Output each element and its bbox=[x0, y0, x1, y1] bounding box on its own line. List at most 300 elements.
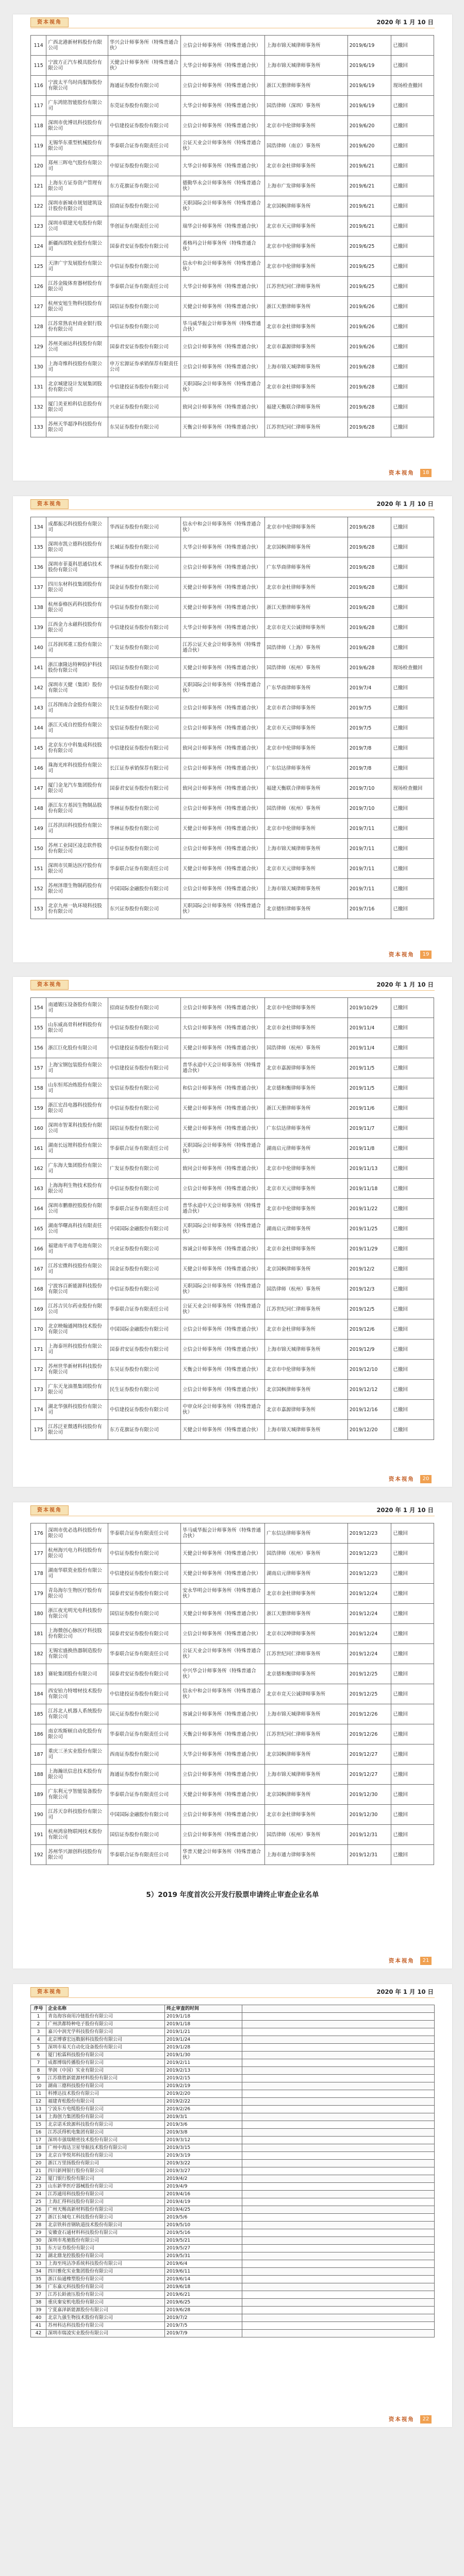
termination-date-cell: 2019/3/12 bbox=[165, 2137, 242, 2144]
company-name-cell: 浙江东方基因生物制品股份有限公司 bbox=[46, 799, 108, 819]
date-cell: 2019/6/26 bbox=[347, 317, 391, 337]
accounting-firm-cell: 天职国际会计师事务所（特殊普通合伙） bbox=[181, 678, 265, 698]
row-index-cell: 132 bbox=[31, 397, 46, 417]
termination-date-cell: 2019/2/13 bbox=[165, 2067, 242, 2075]
date-cell: 2019/10/29 bbox=[347, 998, 391, 1018]
accounting-firm-cell: 天职国际会计师事务所（特殊普通合伙） bbox=[181, 1139, 265, 1159]
company-name-cell: 湖南华联瓷业股份有限公司 bbox=[46, 1564, 108, 1584]
page-header bbox=[30, 496, 435, 510]
table-row bbox=[31, 1219, 434, 1239]
status-cell: 已撤回 bbox=[391, 738, 434, 758]
sponsor-cell: 华创证券有限责任公司 bbox=[108, 216, 180, 236]
row-index-cell: 171 bbox=[31, 1340, 46, 1360]
company-name-cell: 东方证券股份有限公司 bbox=[46, 2245, 165, 2252]
row-index-cell: 137 bbox=[31, 578, 46, 598]
row-index-cell: 117 bbox=[31, 96, 46, 116]
law-firm-cell: 北京市中伦律师事务所 bbox=[264, 1199, 347, 1219]
row-index-cell: 114 bbox=[31, 36, 46, 56]
company-name-cell: 苏州华兴源创科技股份有限公司 bbox=[46, 1845, 108, 1865]
table-row bbox=[31, 1098, 434, 1118]
accounting-firm-cell: 普华永道中天会计师事务所（特殊普通合伙） bbox=[181, 1199, 265, 1219]
status-cell: 已撤回 bbox=[391, 1544, 434, 1564]
row-index-cell: 144 bbox=[31, 718, 46, 738]
company-name-cell: 苏州天华超净科技股份有限公司 bbox=[46, 417, 108, 437]
row-index-cell: 34 bbox=[31, 2268, 46, 2276]
empty-cell bbox=[242, 2299, 435, 2307]
empty-cell bbox=[242, 2291, 435, 2299]
row-index-cell: 181 bbox=[31, 1624, 46, 1644]
row-index-cell: 30 bbox=[31, 2237, 46, 2245]
law-firm-cell: 北京市金杜律师事务所 bbox=[264, 156, 347, 176]
company-name-cell: 苏州世华新材料科技股份有限公司 bbox=[46, 1360, 108, 1380]
company-name-cell: 郑州三晖电气股份有限公司 bbox=[46, 156, 108, 176]
company-name-cell: 广东嘉元科技股份有限公司 bbox=[46, 2283, 165, 2291]
sponsor-cell: 国泰君安证券股份有限公司 bbox=[108, 1340, 180, 1360]
row-index-cell: 128 bbox=[31, 317, 46, 337]
row-index-cell: 173 bbox=[31, 1380, 46, 1400]
row-index-cell: 127 bbox=[31, 297, 46, 317]
date-cell: 2019/6/21 bbox=[347, 176, 391, 196]
date-cell: 2019/12/25 bbox=[347, 1664, 391, 1684]
status-cell: 已撤回 bbox=[391, 1299, 434, 1319]
status-cell: 已撤回 bbox=[391, 799, 434, 819]
law-firm-cell: 浙江天册律师事务所 bbox=[264, 297, 347, 317]
status-cell: 已撤回 bbox=[391, 698, 434, 718]
header-company: 企业名称 bbox=[46, 2005, 165, 2013]
sponsor-cell: 中原证券股份有限公司 bbox=[108, 156, 180, 176]
law-firm-cell: 北京国枫律师事务所 bbox=[264, 1259, 347, 1279]
sponsor-cell: 东吴证券股份有限公司 bbox=[108, 1360, 180, 1380]
table-row bbox=[31, 1564, 434, 1584]
status-cell: 已撤回 bbox=[391, 718, 434, 738]
accounting-firm-cell: 大华会计师事务所（特殊普通合伙） bbox=[181, 156, 265, 176]
law-firm-cell: 北京市中伦律师事务所 bbox=[264, 116, 347, 136]
accounting-firm-cell: 天健会计师事务所（特殊普通合伙） bbox=[181, 1038, 265, 1058]
row-index-cell: 123 bbox=[31, 216, 46, 236]
company-name-cell: 江苏北人机器人系统股份有限公司 bbox=[46, 1704, 108, 1724]
row-index-cell: 33 bbox=[31, 2260, 46, 2268]
table-row bbox=[31, 1360, 434, 1380]
company-name-cell: 北京映翰通网络技术股份有限公司 bbox=[46, 1319, 108, 1340]
status-cell: 已撤回 bbox=[391, 1058, 434, 1078]
empty-cell bbox=[242, 2021, 435, 2028]
date-cell: 2019/6/19 bbox=[347, 56, 391, 76]
status-cell: 已撤回 bbox=[391, 1340, 434, 1360]
table-row bbox=[31, 36, 434, 56]
termination-date-cell: 2019/4/16 bbox=[165, 2191, 242, 2198]
company-name-cell: 江苏常熟农村商业银行股份有限公司 bbox=[46, 317, 108, 337]
table-row bbox=[31, 2129, 435, 2137]
company-name-cell: 江苏鼎胜新能源材料股份有限公司 bbox=[46, 2075, 165, 2082]
table-row bbox=[31, 1179, 434, 1199]
table-row bbox=[31, 2245, 435, 2252]
company-name-cell: 广东天龙油墨集团股份有限公司 bbox=[46, 1380, 108, 1400]
row-index-cell: 27 bbox=[31, 2214, 46, 2222]
row-index-cell: 7 bbox=[31, 2059, 46, 2067]
empty-cell bbox=[242, 2028, 435, 2036]
law-firm-cell: 北京国枫律师事务所 bbox=[264, 1744, 347, 1765]
company-name-cell: 浙江仙通橡塑股份有限公司 bbox=[46, 2276, 165, 2283]
sponsor-cell: 海通证券股份有限公司 bbox=[108, 76, 180, 96]
law-firm-cell: 北京市金杜律师事务所 bbox=[264, 377, 347, 397]
company-name-cell: 江苏金陵体育器材股份有限公司 bbox=[46, 277, 108, 297]
company-name-cell: 江苏图南合金股份有限公司 bbox=[46, 698, 108, 718]
termination-date-cell: 2019/2/22 bbox=[165, 2098, 242, 2106]
company-name-cell: 西安铂力特增材技术股份有限公司 bbox=[46, 1684, 108, 1704]
table-row bbox=[31, 2013, 435, 2021]
company-name-cell: 上海汇得科技股份有限公司 bbox=[46, 2198, 165, 2206]
row-index-cell: 116 bbox=[31, 76, 46, 96]
termination-date-cell: 2019/5/27 bbox=[165, 2245, 242, 2252]
row-index-cell: 124 bbox=[31, 236, 46, 257]
row-index-cell: 138 bbox=[31, 598, 46, 618]
date-cell: 2019/12/25 bbox=[347, 1684, 391, 1704]
table-row bbox=[31, 2090, 435, 2098]
table-row bbox=[31, 2106, 435, 2113]
accounting-firm-cell: 瑞华会计师事务所（特殊普通合伙） bbox=[181, 216, 265, 236]
row-index-cell: 159 bbox=[31, 1098, 46, 1118]
law-firm-cell: 上海市锦天城律师事务所 bbox=[264, 879, 347, 899]
row-index-cell: 3 bbox=[31, 2028, 46, 2036]
row-index-cell: 182 bbox=[31, 1644, 46, 1664]
document-page bbox=[13, 1984, 452, 2427]
termination-date-cell: 2019/1/18 bbox=[165, 2021, 242, 2028]
status-cell: 已撤回 bbox=[391, 257, 434, 277]
table-row bbox=[31, 1584, 434, 1604]
date-cell: 2019/7/4 bbox=[347, 678, 391, 698]
sponsor-cell: 兴业证券股份有限公司 bbox=[108, 1239, 180, 1259]
accounting-firm-cell: 立信会计师事务所（特殊普通合伙） bbox=[181, 799, 265, 819]
date-cell: 2019/6/28 bbox=[347, 417, 391, 437]
termination-date-cell: 2019/1/21 bbox=[165, 2028, 242, 2036]
sponsor-cell: 安信证券股份有限公司 bbox=[108, 1078, 180, 1098]
empty-cell bbox=[242, 2206, 435, 2214]
table-row bbox=[31, 1420, 434, 1440]
header-index: 序号 bbox=[31, 2005, 46, 2013]
law-firm-cell: 上海市锦天城律师事务所 bbox=[264, 56, 347, 76]
row-index-cell: 1 bbox=[31, 2013, 46, 2021]
table-row bbox=[31, 136, 434, 156]
law-firm-cell: 国浩律师（上海）事务所 bbox=[264, 638, 347, 658]
table-row bbox=[31, 1038, 434, 1058]
page-header bbox=[30, 1502, 435, 1516]
empty-cell bbox=[242, 2098, 435, 2106]
accounting-firm-cell: 天健会计师事务所（特殊普通合伙） bbox=[181, 1098, 265, 1118]
termination-date-cell: 2019/3/22 bbox=[165, 2160, 242, 2167]
law-firm-cell: 广东华商律师事务所 bbox=[264, 678, 347, 698]
law-firm-cell: 北京国枫律师事务所 bbox=[264, 1380, 347, 1400]
sponsor-cell: 申万宏源证券承销保荐有限责任公司 bbox=[108, 357, 180, 377]
law-firm-cell: 北京市君合律师事务所 bbox=[264, 698, 347, 718]
status-cell: 已撤回 bbox=[391, 879, 434, 899]
company-name-cell: 上海奇维科技股份有限公司 bbox=[46, 357, 108, 377]
table-row bbox=[31, 698, 434, 718]
sponsor-cell: 国信证券股份有限公司 bbox=[108, 1604, 180, 1624]
termination-date-cell: 2019/5/6 bbox=[165, 2214, 242, 2222]
status-cell: 已撤回 bbox=[391, 337, 434, 357]
sponsor-cell: 中信证券股份有限公司 bbox=[108, 839, 180, 859]
row-index-cell: 37 bbox=[31, 2291, 46, 2299]
date-cell: 2019/12/24 bbox=[347, 1644, 391, 1664]
row-index-cell: 190 bbox=[31, 1805, 46, 1825]
date-cell: 2019/12/31 bbox=[347, 1845, 391, 1865]
row-index-cell: 10 bbox=[31, 2082, 46, 2090]
company-name-cell: 四川东材科技集团股份有限公司 bbox=[46, 578, 108, 598]
law-firm-cell: 北京市竞天公诚律师事务所 bbox=[264, 1684, 347, 1704]
row-index-cell: 129 bbox=[31, 337, 46, 357]
accounting-firm-cell: 天健会计师事务所（特殊普通合伙） bbox=[181, 1118, 265, 1139]
law-firm-cell: 北京德和衡律师事务所 bbox=[264, 1078, 347, 1098]
status-cell: 已撤回 bbox=[391, 1664, 434, 1684]
table-row bbox=[31, 1785, 434, 1805]
termination-date-cell: 2019/3/15 bbox=[165, 2144, 242, 2152]
company-name-cell: 无锡华东重型机械股份有限公司 bbox=[46, 136, 108, 156]
table-row bbox=[31, 337, 434, 357]
accounting-firm-cell: 德勤华永会计师事务所（特殊普通合伙） bbox=[181, 176, 265, 196]
sponsor-cell: 华泰联合证券有限责任公司 bbox=[108, 1199, 180, 1219]
table-row bbox=[31, 2067, 435, 2075]
law-firm-cell: 北京市中伦律师事务所 bbox=[264, 236, 347, 257]
empty-cell bbox=[242, 2330, 435, 2337]
law-firm-cell: 北京德和衡律师事务所 bbox=[264, 1664, 347, 1684]
termination-summary-table bbox=[30, 2005, 435, 2337]
accounting-firm-cell: 大华会计师事务所（特殊普通合伙） bbox=[181, 277, 265, 297]
law-firm-cell: 湖南启元律师事务所 bbox=[264, 1139, 347, 1159]
termination-date-cell: 2019/5/31 bbox=[165, 2252, 242, 2260]
table-row bbox=[31, 2206, 435, 2214]
empty-cell bbox=[242, 2067, 435, 2075]
accounting-firm-cell: 立信会计师事务所（特殊普通合伙） bbox=[181, 998, 265, 1018]
page-number: 22 bbox=[420, 2415, 432, 2424]
company-name-cell: 江苏沃得机电集团有限公司 bbox=[46, 2129, 165, 2137]
company-name-cell: 上海瀚讯信息技术股份有限公司 bbox=[46, 1765, 108, 1785]
table-row bbox=[31, 1704, 434, 1724]
accounting-firm-cell: 信永中和会计师事务所（特殊普通合伙） bbox=[181, 517, 265, 537]
date-cell: 2019/6/28 bbox=[347, 377, 391, 397]
row-index-cell: 18 bbox=[31, 2144, 46, 2152]
date-cell: 2019/6/19 bbox=[347, 96, 391, 116]
sponsor-cell: 华泰联合证券有限责任公司 bbox=[108, 1845, 180, 1865]
accounting-firm-cell: 致同会计师事务所（特殊普通合伙） bbox=[181, 738, 265, 758]
law-firm-cell: 福建天衡联合律师事务所 bbox=[264, 778, 347, 799]
law-firm-cell: 北京市天元律师事务所 bbox=[264, 1179, 347, 1199]
brand-label: 资本视角 bbox=[30, 1987, 69, 1997]
empty-cell bbox=[242, 2252, 435, 2260]
accounting-firm-cell: 立信会计师事务所（特殊普通合伙） bbox=[181, 1825, 265, 1845]
row-index-cell: 183 bbox=[31, 1664, 46, 1684]
row-index-cell: 11 bbox=[31, 2090, 46, 2098]
status-cell: 已撤回 bbox=[391, 1644, 434, 1664]
row-index-cell: 192 bbox=[31, 1845, 46, 1865]
accounting-firm-cell: 天健会计师事务所（特殊普通合伙） bbox=[181, 658, 265, 678]
accounting-firm-cell: 天健会计师事务所（特殊普通合伙） bbox=[181, 859, 265, 879]
footer-brand: 资本视角 bbox=[388, 1958, 415, 1964]
row-index-cell: 119 bbox=[31, 136, 46, 156]
status-cell: 已撤回 bbox=[391, 1159, 434, 1179]
accounting-firm-cell: 信永中和会计师事务所（特殊普通合伙） bbox=[181, 1684, 265, 1704]
law-firm-cell: 北京市中伦律师事务所 bbox=[264, 738, 347, 758]
law-firm-cell: 北京市金杜律师事务所 bbox=[264, 1018, 347, 1038]
sponsor-cell: 国金证券股份有限公司 bbox=[108, 578, 180, 598]
date-cell: 2019/6/20 bbox=[347, 116, 391, 136]
accounting-firm-cell: 毕马威华振会计师事务所（特殊普通合伙） bbox=[181, 1523, 265, 1544]
company-name-cell: 深圳市天健（集团）股份有限公司 bbox=[46, 678, 108, 698]
date-cell: 2019/12/2 bbox=[347, 1259, 391, 1279]
table-row bbox=[31, 1139, 434, 1159]
company-name-cell: 新疆西部牧业股份有限公司 bbox=[46, 236, 108, 257]
sponsor-cell: 中国国际金融股份有限公司 bbox=[108, 1805, 180, 1825]
company-name-cell: 苏州工业园区凌志软件股份有限公司 bbox=[46, 839, 108, 859]
date-cell: 2019/6/19 bbox=[347, 76, 391, 96]
company-name-cell: 青岛海尔生物医疗股份有限公司 bbox=[46, 1584, 108, 1604]
table-row bbox=[31, 216, 434, 236]
table-row bbox=[31, 1400, 434, 1420]
date-cell: 2019/12/30 bbox=[347, 1785, 391, 1805]
sponsor-cell: 华泰联合证券有限责任公司 bbox=[108, 1523, 180, 1544]
row-index-cell: 188 bbox=[31, 1765, 46, 1785]
empty-cell bbox=[242, 2090, 435, 2098]
row-index-cell: 41 bbox=[31, 2322, 46, 2330]
company-name-cell: 北京九州一轨环境科技股份有限公司 bbox=[46, 899, 108, 919]
table-row bbox=[31, 357, 434, 377]
status-cell: 现场检查撤回 bbox=[391, 76, 434, 96]
empty-cell bbox=[242, 2307, 435, 2314]
accounting-firm-cell: 天职国际会计师事务所（特殊普通合伙） bbox=[181, 899, 265, 919]
accounting-firm-cell: 天健会计师事务所（特殊普通合伙） bbox=[181, 1259, 265, 1279]
date-cell: 2019/12/24 bbox=[347, 1604, 391, 1624]
status-cell: 已撤回 bbox=[391, 1765, 434, 1785]
row-index-cell: 17 bbox=[31, 2137, 46, 2144]
termination-date-cell: 2019/6/21 bbox=[165, 2291, 242, 2299]
accounting-firm-cell: 中审众环会计师事务所（特殊普通合伙） bbox=[181, 1400, 265, 1420]
table-row bbox=[31, 658, 434, 678]
termination-date-cell: 2019/7/5 bbox=[165, 2322, 242, 2330]
termination-date-cell: 2019/2/15 bbox=[165, 2075, 242, 2082]
termination-date-cell: 2019/5/10 bbox=[165, 2222, 242, 2229]
law-firm-cell: 北京市天元律师事务所 bbox=[264, 718, 347, 738]
table-row bbox=[31, 819, 434, 839]
row-index-cell: 186 bbox=[31, 1724, 46, 1744]
table-row bbox=[31, 1078, 434, 1098]
empty-cell bbox=[242, 2175, 435, 2183]
termination-date-cell: 2019/4/2 bbox=[165, 2175, 242, 2183]
accounting-firm-cell: 公证天业会计师事务所（特殊普通合伙） bbox=[181, 1299, 265, 1319]
sponsor-cell: 招商证券股份有限公司 bbox=[108, 998, 180, 1018]
status-cell: 已撤回 bbox=[391, 196, 434, 216]
status-cell: 已撤回 bbox=[391, 1139, 434, 1159]
brand-label: 资本视角 bbox=[30, 980, 69, 990]
date-cell: 2019/12/26 bbox=[347, 1704, 391, 1724]
row-index-cell: 118 bbox=[31, 116, 46, 136]
row-index-cell: 180 bbox=[31, 1604, 46, 1624]
sponsor-cell: 中信建投证券股份有限公司 bbox=[108, 1684, 180, 1704]
empty-cell bbox=[242, 2283, 435, 2291]
empty-cell bbox=[242, 2276, 435, 2283]
company-name-cell: 江西金力永磁科技股份有限公司 bbox=[46, 618, 108, 638]
status-cell: 已撤回 bbox=[391, 1564, 434, 1584]
law-firm-cell: 北京市中伦律师事务所 bbox=[264, 998, 347, 1018]
date-cell: 2019/12/30 bbox=[347, 1805, 391, 1825]
sponsor-cell: 东吴证券股份有限公司 bbox=[108, 417, 180, 437]
date-cell: 2019/11/7 bbox=[347, 1118, 391, 1139]
sponsor-cell: 中信建投证券股份有限公司 bbox=[108, 1038, 180, 1058]
sponsor-cell: 中国国际金融股份有限公司 bbox=[108, 1319, 180, 1340]
status-cell: 已撤回 bbox=[391, 156, 434, 176]
status-cell: 已撤回 bbox=[391, 216, 434, 236]
law-firm-cell: 北京市金杜律师事务所 bbox=[264, 1319, 347, 1340]
row-index-cell: 187 bbox=[31, 1744, 46, 1765]
row-index-cell: 157 bbox=[31, 1058, 46, 1078]
accounting-firm-cell: 天职国际会计师事务所（特殊普通合伙） bbox=[181, 377, 265, 397]
row-index-cell: 191 bbox=[31, 1825, 46, 1845]
sponsor-cell: 国泰君安证券股份有限公司 bbox=[108, 1664, 180, 1684]
row-index-cell: 133 bbox=[31, 417, 46, 437]
row-index-cell: 172 bbox=[31, 1360, 46, 1380]
table-row bbox=[31, 277, 434, 297]
report-date: 2020 年 1 月 10 日 bbox=[376, 1988, 434, 1995]
sponsor-cell: 广发证券股份有限公司 bbox=[108, 1159, 180, 1179]
sponsor-cell: 中信证券股份有限公司 bbox=[108, 598, 180, 618]
company-name-cell: 广西北港新材料股份有限公司 bbox=[46, 36, 108, 56]
sponsor-cell: 西南证券股份有限公司 bbox=[108, 1744, 180, 1765]
sponsor-cell: 东方花旗证券有限公司 bbox=[108, 1420, 180, 1440]
company-name-cell: 成都博瑞传播股份有限公司 bbox=[46, 2059, 165, 2067]
status-cell: 已撤回 bbox=[391, 1199, 434, 1219]
sponsor-cell: 国信证券股份有限公司 bbox=[108, 1118, 180, 1139]
law-firm-cell: 北京市中伦律师事务所 bbox=[264, 517, 347, 537]
row-index-cell: 24 bbox=[31, 2191, 46, 2198]
table-row bbox=[31, 2167, 435, 2175]
report-date: 2020 年 1 月 10 日 bbox=[376, 19, 434, 26]
table-row bbox=[31, 2137, 435, 2144]
law-firm-cell: 北京市金杜律师事务所 bbox=[264, 317, 347, 337]
sponsor-cell: 华泰联合证券有限责任公司 bbox=[108, 1644, 180, 1664]
row-index-cell: 153 bbox=[31, 899, 46, 919]
accounting-firm-cell: 立信会计师事务所（特殊普通合伙） bbox=[181, 1179, 265, 1199]
law-firm-cell: 国浩律师（杭州）事务所 bbox=[264, 1544, 347, 1564]
date-cell: 2019/7/10 bbox=[347, 778, 391, 799]
table-row bbox=[31, 1744, 434, 1765]
row-index-cell: 20 bbox=[31, 2160, 46, 2167]
status-cell: 已撤回 bbox=[391, 517, 434, 537]
table-row bbox=[31, 1825, 434, 1845]
accounting-firm-cell: 立信会计师事务所（特殊普通合伙） bbox=[181, 116, 265, 136]
date-cell: 2019/11/4 bbox=[347, 1018, 391, 1038]
law-firm-cell: 北京市竞天公诚律师事务所 bbox=[264, 618, 347, 638]
table-row bbox=[31, 2291, 435, 2299]
company-name-cell: 南京埃斯顿自动化股份有限公司 bbox=[46, 1724, 108, 1744]
termination-date-cell: 2019/6/28 bbox=[165, 2307, 242, 2314]
row-index-cell: 28 bbox=[31, 2222, 46, 2229]
sponsor-cell: 安信证券股份有限公司 bbox=[108, 718, 180, 738]
status-cell: 已撤回 bbox=[391, 136, 434, 156]
document-page bbox=[13, 977, 452, 1487]
header-date: 终止审查的时间 bbox=[165, 2005, 242, 2013]
company-name-cell: 深圳市优必选科技股份有限公司 bbox=[46, 1523, 108, 1544]
sponsor-cell: 中信建投证券股份有限公司 bbox=[108, 1400, 180, 1420]
empty-cell bbox=[242, 2245, 435, 2252]
table-row bbox=[31, 1724, 434, 1744]
date-cell: 2019/6/21 bbox=[347, 216, 391, 236]
company-name-cell: 深圳市新城市规划建筑设计股份有限公司 bbox=[46, 196, 108, 216]
table-row bbox=[31, 76, 434, 96]
sponsor-cell: 国金证券股份有限公司 bbox=[108, 1259, 180, 1279]
law-firm-cell: 上海市广发律师事务所 bbox=[264, 176, 347, 196]
row-index-cell: 147 bbox=[31, 778, 46, 799]
row-index-cell: 167 bbox=[31, 1259, 46, 1279]
row-index-cell: 126 bbox=[31, 277, 46, 297]
row-index-cell: 38 bbox=[31, 2299, 46, 2307]
